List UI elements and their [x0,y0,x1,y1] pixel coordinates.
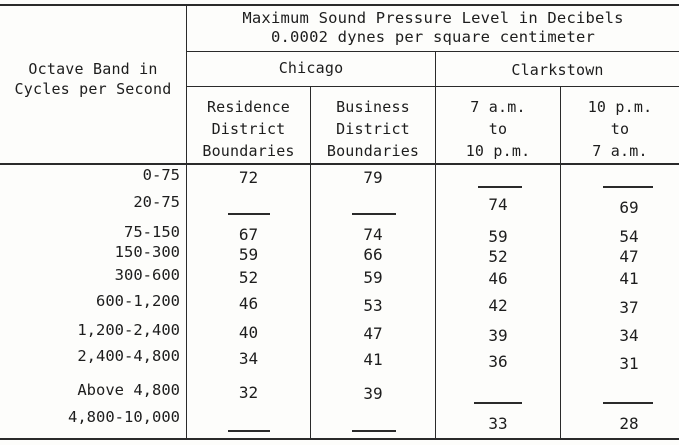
night-heading: 7 a.m. [592,142,648,160]
value-cell: 39 [363,384,383,403]
blank-entry-rule [478,186,522,188]
value-cell: 52 [488,247,508,266]
value-cell: 46 [488,269,508,288]
city-bottom-rule [186,86,679,87]
value-cell: 74 [363,225,383,244]
table-title: Maximum Sound Pressure Level in Decibels [242,9,624,27]
blank-entry-rule [603,186,653,188]
value-cell: 41 [619,269,639,288]
value-cell: 31 [619,354,639,373]
value-cell: 66 [363,245,383,264]
value-cell: 59 [238,245,259,264]
band-label: 150-300 [114,243,180,261]
band-heading: Octave Band in [28,60,158,78]
value-cell: 34 [238,349,259,368]
business-heading: Business [336,98,410,116]
value-cell: 34 [619,326,639,345]
value-cell: 32 [238,383,259,402]
night-heading: 10 p.m. [587,98,653,116]
blank-entry-rule [352,213,396,215]
table-bottom-rule [0,438,679,440]
title-bottom-rule [186,51,679,52]
night-heading: to [610,120,630,138]
value-cell: 67 [238,225,259,244]
band-label: 2,400-4,800 [77,347,180,365]
value-cell: 74 [488,195,508,214]
clarkstown-heading: Clarkstown [511,61,604,79]
value-cell: 59 [363,268,383,287]
band-label: 0-75 [142,166,180,184]
band-label: 75-150 [124,223,180,241]
value-cell: 72 [238,168,259,187]
value-cell: 41 [363,350,383,369]
band-label: 300-600 [114,266,180,284]
day-heading: 7 a.m. [470,98,526,116]
header-bottom-rule [0,163,679,165]
value-cell: 37 [619,298,639,317]
col-divider-3 [560,86,561,439]
band-label: 20-75 [133,193,180,211]
residence-heading: District [211,120,286,138]
chicago-heading: Chicago [278,59,344,77]
blank-entry-rule [228,430,270,432]
value-cell: 59 [488,227,508,246]
value-cell: 52 [238,268,259,287]
value-cell: 69 [619,198,639,217]
blank-entry-rule [352,430,396,432]
table-subtitle: 0.0002 dynes per square centimeter [270,28,596,46]
residence-heading: Boundaries [202,142,295,160]
value-cell: 47 [363,324,383,343]
day-heading: to [488,120,508,138]
band-label: 600-1,200 [96,292,180,310]
blank-entry-rule [603,402,653,404]
value-cell: 46 [238,294,259,313]
band-label: Above 4,800 [77,381,180,399]
value-cell: 42 [488,296,508,315]
table-top-rule [0,4,679,6]
band-label: 1,200-2,400 [77,321,180,339]
value-cell: 79 [363,168,383,187]
residence-heading: Residence [206,98,291,116]
business-heading: Boundaries [326,142,420,160]
value-cell: 40 [238,323,259,342]
day-heading: 10 p.m. [465,142,531,160]
value-cell: 33 [488,414,508,433]
blank-entry-rule [474,402,522,404]
value-cell: 36 [488,352,508,371]
value-cell: 39 [488,326,508,345]
blank-entry-rule [228,213,270,215]
value-cell: 54 [619,227,639,246]
business-heading: District [336,120,410,138]
band-heading: Cycles per Second [14,80,172,98]
band-label: 4,800-10,000 [68,408,180,426]
value-cell: 53 [363,296,383,315]
value-cell: 47 [619,247,639,266]
value-cell: 28 [619,414,639,433]
